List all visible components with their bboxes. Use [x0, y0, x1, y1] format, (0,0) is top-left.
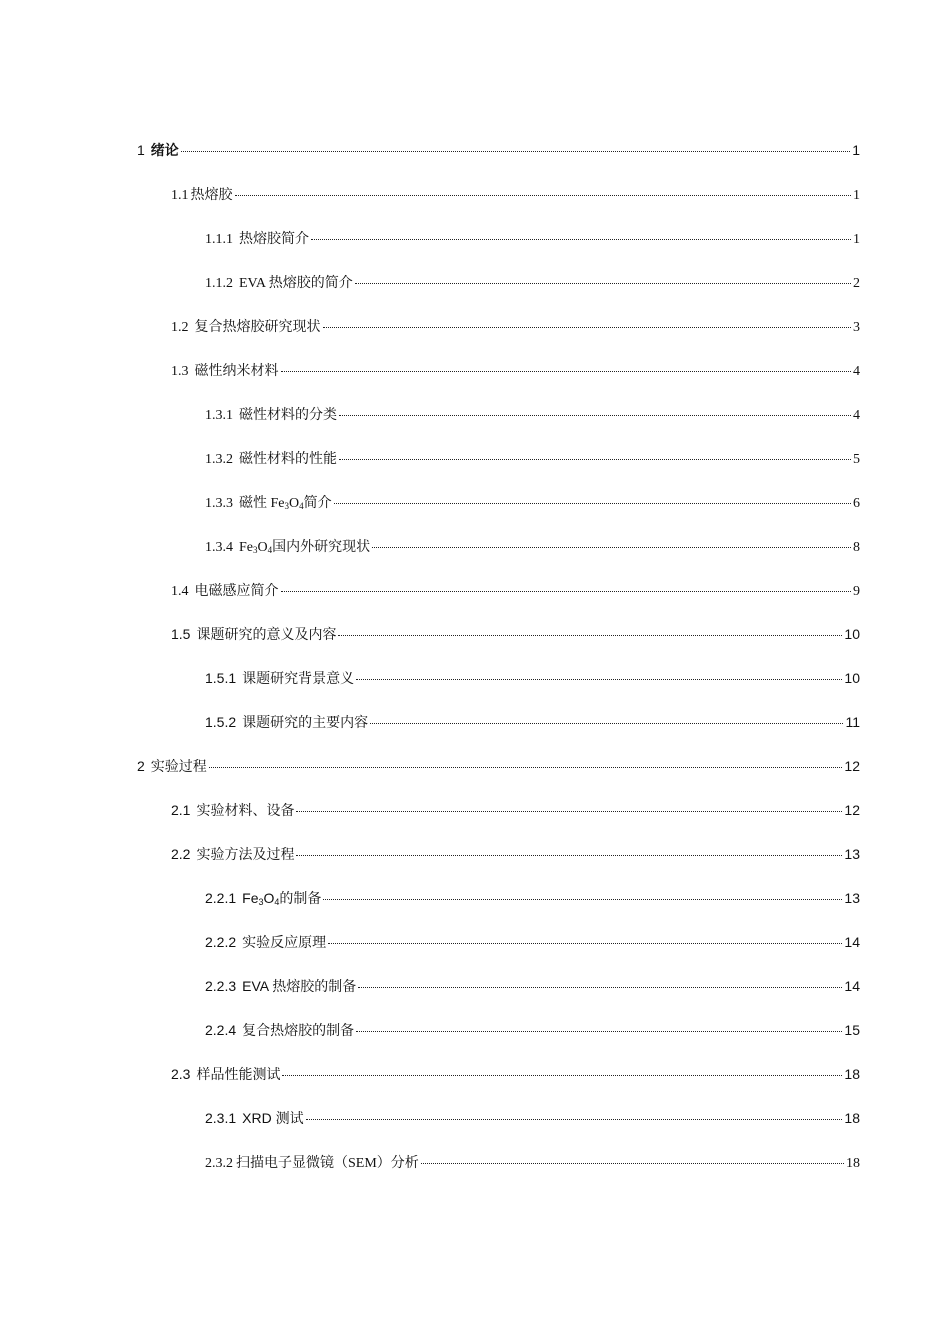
toc-title: 磁性纳米材料	[194, 364, 279, 379]
toc-title	[242, 890, 321, 906]
title-text: O	[263, 890, 275, 906]
toc-number: 1.1	[171, 188, 189, 203]
title-text: Fe	[239, 540, 253, 555]
toc-title: 实验过程	[150, 758, 207, 774]
toc-title: 磁性材料的分类	[239, 408, 337, 423]
toc-page-number: 14	[844, 978, 860, 994]
dot-leader	[339, 415, 851, 416]
toc-entry-1-5-1[interactable]	[205, 668, 860, 690]
toc-title: 课题研究的意义及内容	[196, 626, 337, 642]
toc-page-number: 6	[853, 496, 860, 511]
toc-page-number: 12	[844, 758, 860, 774]
toc-title	[239, 540, 370, 555]
dot-leader	[281, 371, 852, 372]
toc-number: 1.3.4	[205, 540, 233, 555]
dot-leader	[339, 459, 851, 460]
toc-page-number: 4	[853, 408, 860, 423]
dot-leader	[323, 327, 852, 328]
dot-leader	[356, 1031, 842, 1032]
toc-entry-1-4[interactable]	[171, 580, 860, 602]
toc-entry-1-5-2[interactable]	[205, 712, 860, 734]
toc-entry-1[interactable]	[137, 140, 860, 162]
toc-entry-1-3-2[interactable]	[205, 448, 860, 470]
toc-page-number: 9	[853, 584, 860, 599]
toc-entry-2-2-3[interactable]	[205, 976, 860, 998]
toc-page-number: 18	[844, 1110, 860, 1126]
toc-number: 2.2.3	[205, 978, 237, 994]
toc-page-number: 3	[853, 320, 860, 335]
toc-title: 实验方法及过程	[196, 846, 295, 862]
toc-entry-1-5[interactable]	[171, 624, 860, 646]
dot-leader	[358, 987, 842, 988]
toc-number: 1.3.3	[205, 496, 233, 511]
title-text: O	[289, 496, 300, 511]
dot-leader	[370, 723, 843, 724]
toc-title: 实验反应原理	[242, 934, 327, 950]
toc-number: 2.3.2	[205, 1156, 233, 1171]
dot-leader	[235, 195, 852, 196]
toc-number: 1.5.1	[205, 670, 237, 686]
toc-title: 样品性能测试	[196, 1066, 281, 1082]
toc-entry-2-3[interactable]	[171, 1064, 860, 1086]
dot-leader	[421, 1163, 844, 1164]
toc-title	[239, 496, 332, 511]
toc-number: 2.2.4	[205, 1022, 237, 1038]
toc-page-number: 18	[846, 1156, 860, 1171]
dot-leader	[323, 899, 842, 900]
dot-leader	[306, 1119, 843, 1120]
toc-number: 2.1	[171, 802, 191, 818]
toc-page-number: 2	[853, 276, 860, 291]
toc-title: 扫描电子显微镜（SEM）分析	[236, 1156, 419, 1171]
toc-title: 复合热熔胶研究现状	[194, 320, 321, 335]
dot-leader	[296, 811, 842, 812]
title-text: 的制备	[279, 890, 322, 906]
toc-title: 课题研究背景意义	[242, 670, 355, 686]
toc-entry-2-2-1[interactable]	[205, 888, 860, 910]
toc-title: 绪论	[150, 142, 179, 158]
toc-number: 2	[137, 758, 145, 774]
toc-number: 1.5	[171, 626, 191, 642]
toc-title: 热熔胶	[190, 188, 233, 203]
toc-page-number: 1	[853, 188, 860, 203]
toc-entry-1-1-2[interactable]	[205, 272, 860, 294]
subscript: 4	[267, 545, 273, 555]
toc-entry-2-2-2[interactable]	[205, 932, 860, 954]
toc-page-number: 10	[844, 670, 860, 686]
toc-title: 课题研究的主要内容	[242, 714, 369, 730]
subscript: 4	[274, 897, 280, 907]
dot-leader	[338, 635, 842, 636]
toc-number: 1.4	[171, 584, 189, 599]
toc-entry-2-3-1[interactable]	[205, 1108, 860, 1130]
toc-page-number: 12	[844, 802, 860, 818]
toc-page-number: 11	[845, 714, 860, 730]
toc-entry-1-3[interactable]	[171, 360, 860, 382]
toc-number: 1.5.2	[205, 714, 237, 730]
subscript: 4	[299, 501, 304, 511]
toc-page-number: 8	[853, 540, 860, 555]
toc-entry-2-3-2[interactable]	[205, 1152, 860, 1174]
toc-number: 1.2	[171, 320, 189, 335]
toc-number: 2.2.1	[205, 890, 237, 906]
dot-leader	[209, 767, 843, 768]
toc-entry-1-2[interactable]	[171, 316, 860, 338]
toc-title: 热熔胶简介	[239, 232, 309, 247]
toc-entry-1-1[interactable]	[171, 184, 860, 206]
dot-leader	[372, 547, 851, 548]
toc-page-number: 13	[844, 890, 860, 906]
toc-entry-1-3-3[interactable]	[205, 492, 860, 514]
toc-entry-1-3-4[interactable]	[205, 536, 860, 558]
dot-leader	[296, 855, 842, 856]
subscript: 3	[284, 501, 289, 511]
toc-page-number: 1	[853, 232, 860, 247]
toc-entry-1-1-1[interactable]	[205, 228, 860, 250]
toc-page-number: 10	[844, 626, 860, 642]
toc-title: 电磁感应简介	[194, 584, 279, 599]
dot-leader	[356, 679, 842, 680]
toc-page-number: 14	[844, 934, 860, 950]
toc-number: 1.3.2	[205, 452, 233, 467]
toc-number: 2.2	[171, 846, 191, 862]
toc-page-number: 1	[852, 142, 860, 158]
title-text: O	[257, 540, 268, 555]
title-text: 简介	[303, 496, 332, 511]
toc-number: 1.3.1	[205, 408, 233, 423]
toc-number: 2.2.2	[205, 934, 237, 950]
dot-leader	[311, 239, 851, 240]
toc-number: 1.1.1	[205, 232, 233, 247]
toc-title: EVA 热熔胶的简介	[239, 276, 353, 291]
title-text: Fe	[242, 890, 259, 906]
toc-page-number: 4	[853, 364, 860, 379]
subscript: 3	[258, 897, 264, 907]
dot-leader	[181, 151, 850, 152]
toc-page-number: 18	[844, 1066, 860, 1082]
toc-title: EVA 热熔胶的制备	[242, 978, 357, 994]
dot-leader	[355, 283, 851, 284]
toc-number: 2.3.1	[205, 1110, 237, 1126]
toc-title: XRD 测试	[242, 1110, 304, 1126]
dot-leader	[328, 943, 842, 944]
subscript: 3	[253, 545, 258, 555]
toc-number: 1	[137, 142, 145, 158]
dot-leader	[334, 503, 851, 504]
dot-leader	[282, 1075, 842, 1076]
toc-number: 1.1.2	[205, 276, 233, 291]
toc-entry-2[interactable]	[137, 756, 860, 778]
dot-leader	[281, 591, 852, 592]
toc-title: 复合热熔胶的制备	[242, 1022, 355, 1038]
toc-page-number: 5	[853, 452, 860, 467]
toc-page-number: 13	[844, 846, 860, 862]
toc-page-number: 15	[844, 1022, 860, 1038]
toc-entry-1-3-1[interactable]	[205, 404, 860, 426]
toc-number: 1.3	[171, 364, 189, 379]
toc-title: 磁性材料的性能	[239, 452, 337, 467]
toc-number: 2.3	[171, 1066, 191, 1082]
toc-entry-2-1[interactable]	[171, 800, 860, 822]
toc-entry-2-2-4[interactable]	[205, 1020, 860, 1042]
toc-entry-2-2[interactable]	[171, 844, 860, 866]
title-text: 国内外研究现状	[272, 540, 371, 555]
toc-title: 实验材料、设备	[196, 802, 295, 818]
title-text: 磁性 Fe	[239, 496, 285, 511]
